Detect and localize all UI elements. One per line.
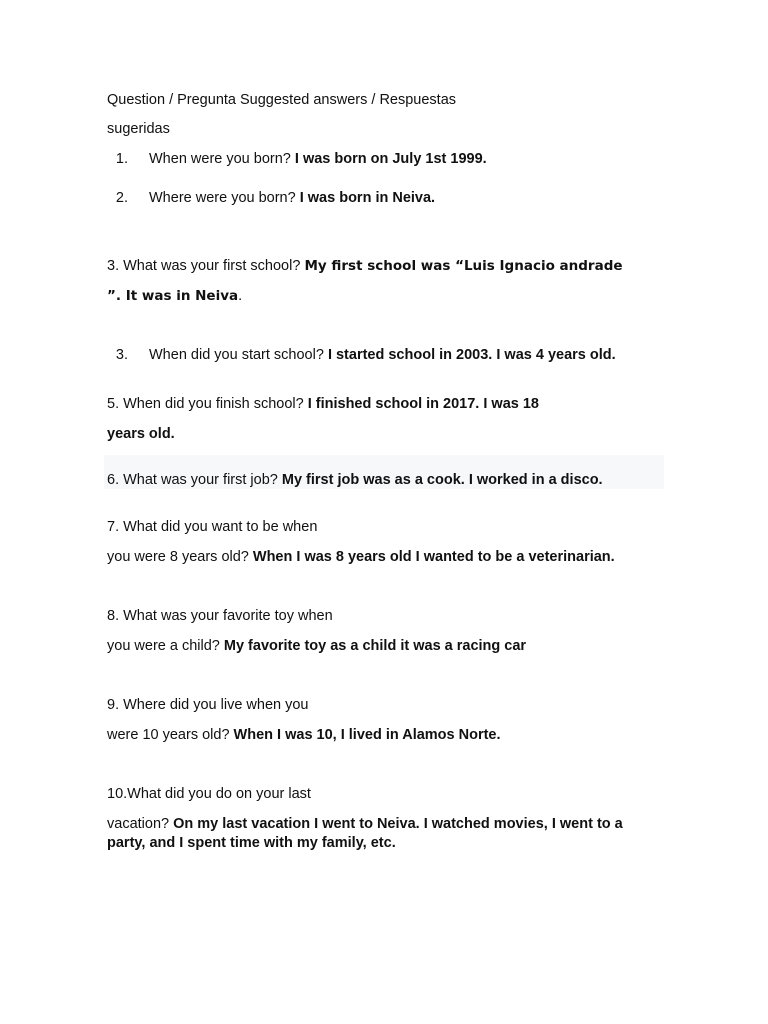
item-6 bbox=[107, 471, 603, 489]
item-10-continued bbox=[107, 815, 623, 833]
answer-continued: ”. It was in Neiva bbox=[107, 288, 239, 304]
question-continued: you were 8 years old? bbox=[107, 549, 249, 565]
question: 3. What was your first school? bbox=[107, 258, 301, 274]
item-3-continued bbox=[107, 287, 242, 305]
item-number: 3. bbox=[115, 347, 128, 363]
answer-period: . bbox=[238, 288, 243, 304]
question: 9. Where did you live when you bbox=[107, 697, 309, 713]
item-5-continued bbox=[107, 425, 175, 443]
answer: I finished school in 2017. I was 18 bbox=[307, 396, 539, 412]
item-number: 1. bbox=[115, 151, 128, 167]
question: 8. What was your favorite toy when bbox=[107, 608, 333, 624]
item-9-continued bbox=[107, 726, 501, 744]
question: When were you born? bbox=[149, 151, 291, 167]
question: 7. What did you want to be when bbox=[107, 519, 318, 535]
item-5 bbox=[107, 395, 539, 413]
header-line-2: sugeridas bbox=[107, 121, 170, 137]
item-2 bbox=[104, 189, 435, 207]
item-10 bbox=[107, 785, 311, 803]
question-continued: you were a child? bbox=[107, 638, 220, 654]
item-1 bbox=[104, 150, 487, 168]
answer: When I was 8 years old I wanted to be a veterinarian. bbox=[252, 549, 615, 565]
header-line-1: Question / Pregunta Suggested answers / Respuestas bbox=[107, 92, 457, 108]
item-4 bbox=[104, 346, 616, 364]
item-number: 2. bbox=[115, 190, 128, 206]
item-7-continued bbox=[107, 548, 615, 566]
answer: When I was 10, I lived in Alamos Norte. bbox=[233, 727, 501, 743]
answer: I was born in Neiva. bbox=[299, 190, 436, 206]
question: 5. When did you finish school? bbox=[107, 396, 304, 412]
question: 6. What was your first job? bbox=[107, 472, 278, 488]
question: Where were you born? bbox=[149, 190, 296, 206]
question: 10.What did you do on your last bbox=[107, 786, 311, 802]
item-7 bbox=[107, 518, 317, 536]
question-continued: were 10 years old? bbox=[107, 727, 230, 743]
answer-continued: party, and I spent time with my family, etc. bbox=[107, 835, 396, 851]
question: When did you start school? bbox=[149, 347, 324, 363]
answer: My favorite toy as a child it was a racing car bbox=[223, 638, 527, 654]
answer: On my last vacation I went to Neiva. I watched movies, I went to a bbox=[173, 816, 623, 832]
item-8-continued bbox=[107, 637, 526, 655]
item-10-answer-continued bbox=[107, 834, 396, 852]
answer: I was born on July 1st 1999. bbox=[294, 151, 487, 167]
answer: I started school in 2003. I was 4 years old. bbox=[327, 347, 616, 363]
question-continued: vacation? bbox=[107, 816, 170, 832]
item-3 bbox=[107, 257, 623, 275]
item-8 bbox=[107, 607, 333, 625]
answer: My first school was “Luis Ignacio andrade bbox=[304, 258, 623, 274]
answer: My first job was as a cook. I worked in a disco. bbox=[281, 472, 603, 488]
item-9 bbox=[107, 696, 309, 714]
answer-continued: years old. bbox=[107, 426, 175, 442]
